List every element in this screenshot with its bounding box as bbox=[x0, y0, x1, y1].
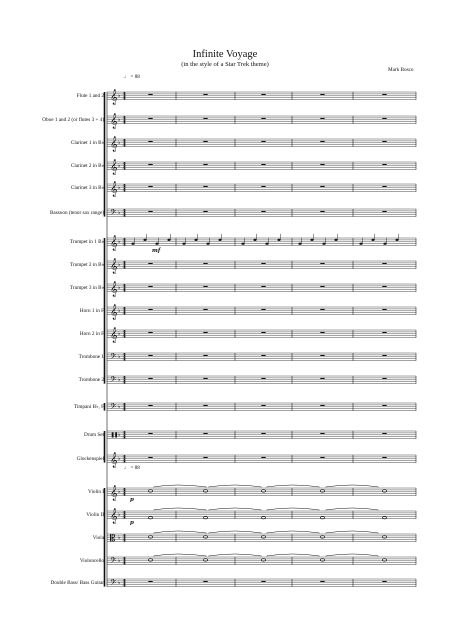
whole-rest bbox=[261, 355, 265, 356]
note-head bbox=[371, 239, 374, 241]
whole-rest bbox=[382, 332, 386, 333]
staff-7 bbox=[107, 261, 416, 269]
staff-0 bbox=[107, 92, 416, 100]
instrument-label: Clarinet 3 in B♭ bbox=[70, 184, 104, 191]
whole-rest bbox=[148, 355, 152, 356]
whole-rest bbox=[320, 211, 324, 212]
whole-rest bbox=[320, 433, 324, 434]
staff-1 bbox=[107, 116, 416, 124]
clef-treble: 𝄞 bbox=[110, 486, 118, 501]
whole-rest bbox=[203, 332, 207, 333]
whole-rest bbox=[382, 581, 386, 582]
time-signature-top: 4 bbox=[122, 454, 126, 460]
key-signature: ♭ bbox=[118, 116, 121, 123]
key-signature: ♭ bbox=[118, 184, 121, 191]
note-head bbox=[322, 243, 325, 245]
instrument-label: Clarinet 1 in B♭ bbox=[70, 139, 104, 146]
time-signature-bottom: 4 bbox=[122, 287, 126, 293]
whole-rest bbox=[320, 186, 324, 187]
tie bbox=[326, 554, 379, 556]
whole-rest bbox=[148, 309, 152, 310]
whole-rest bbox=[320, 581, 324, 582]
instrument-label: Drum Set bbox=[83, 431, 104, 438]
staff-18 bbox=[107, 531, 416, 542]
time-signature-top: 4 bbox=[122, 183, 126, 189]
time-signature-bottom: 4 bbox=[122, 95, 126, 101]
note-head bbox=[253, 239, 256, 241]
score-subtitle: (in the style of a Star Trek theme) bbox=[181, 61, 269, 68]
whole-rest bbox=[382, 433, 386, 434]
time-signature-top: 4 bbox=[122, 306, 126, 312]
tempo-marking: ♩ = 88 bbox=[124, 74, 140, 80]
time-signature-bottom: 4 bbox=[122, 458, 126, 464]
note-head bbox=[334, 239, 337, 241]
time-signature-bottom: 4 bbox=[122, 514, 126, 520]
note-head bbox=[383, 243, 386, 245]
note-head bbox=[182, 243, 185, 245]
note-head bbox=[395, 239, 398, 241]
clef-treble: 𝄞 bbox=[110, 259, 118, 274]
clef-treble: 𝄞 bbox=[110, 305, 118, 320]
tie bbox=[209, 554, 262, 556]
tie bbox=[267, 531, 320, 533]
time-signature-top: 4 bbox=[122, 115, 126, 121]
time-signature-top: 4 bbox=[122, 329, 126, 335]
note-head bbox=[298, 243, 301, 245]
note-head bbox=[155, 243, 158, 245]
whole-rest bbox=[148, 581, 152, 582]
key-signature: ♭ bbox=[118, 455, 121, 462]
key-signature: ♭ bbox=[118, 330, 121, 337]
clef-perc: ▐▐ bbox=[110, 433, 117, 439]
whole-rest bbox=[148, 94, 152, 95]
staff-13 bbox=[107, 402, 416, 414]
whole-rest bbox=[261, 378, 265, 379]
whole-rest bbox=[382, 286, 386, 287]
time-signature-bottom: 4 bbox=[122, 582, 126, 588]
whole-rest bbox=[203, 286, 207, 287]
time-signature-bottom: 4 bbox=[122, 406, 126, 412]
time-signature-bottom: 4 bbox=[122, 333, 126, 339]
time-signature-top: 4 bbox=[122, 375, 126, 381]
whole-rest bbox=[382, 141, 386, 142]
instrument-label: Clarinet 2 in B♭ bbox=[70, 162, 104, 169]
staff-14 bbox=[107, 431, 416, 439]
instrument-label: Horn 1 in F bbox=[79, 307, 104, 314]
whole-rest bbox=[261, 405, 265, 406]
time-signature-top: 4 bbox=[122, 237, 126, 243]
note-head bbox=[206, 243, 209, 245]
tie bbox=[154, 508, 207, 510]
instrument-label: Trumpet in 1 B♭ bbox=[69, 238, 104, 245]
key-signature: ♭ bbox=[118, 579, 121, 586]
time-signature-top: 4 bbox=[122, 402, 126, 408]
clef-bass: 𝄢 bbox=[110, 402, 117, 414]
clef-treble: 𝄞 bbox=[110, 236, 118, 251]
time-signature-bottom: 4 bbox=[122, 560, 126, 566]
whole-rest bbox=[320, 355, 324, 356]
tie bbox=[209, 485, 262, 487]
tie bbox=[267, 554, 320, 556]
staff-9 bbox=[107, 307, 416, 315]
instrument-label: Glockenspiel bbox=[76, 455, 104, 462]
instrument-label: Double Bass/ Bass Guitar bbox=[50, 579, 104, 586]
whole-rest bbox=[261, 263, 265, 264]
time-signature-top: 4 bbox=[122, 283, 126, 289]
time-signature-bottom: 4 bbox=[122, 356, 126, 362]
whole-rest bbox=[261, 433, 265, 434]
whole-rest bbox=[320, 309, 324, 310]
whole-rest bbox=[320, 263, 324, 264]
tie bbox=[209, 531, 262, 533]
whole-rest bbox=[261, 141, 265, 142]
clef-bass: 𝄢 bbox=[110, 352, 117, 364]
whole-rest bbox=[148, 141, 152, 142]
time-signature-top: 4 bbox=[122, 352, 126, 358]
whole-rest bbox=[148, 286, 152, 287]
whole-rest bbox=[382, 378, 386, 379]
key-signature: ♭ bbox=[118, 261, 121, 268]
clef-treble: 𝄞 bbox=[110, 114, 118, 129]
time-signature-bottom: 4 bbox=[122, 241, 126, 247]
composer-credit: Mark Bosco bbox=[388, 67, 414, 73]
time-signature-bottom: 4 bbox=[122, 537, 126, 543]
key-signature: ♭ bbox=[118, 209, 121, 216]
time-signature-top: 4 bbox=[122, 138, 126, 144]
clef-treble: 𝄞 bbox=[110, 90, 118, 105]
note-head bbox=[143, 239, 146, 241]
whole-rest bbox=[148, 433, 152, 434]
staff-6 bbox=[107, 234, 416, 246]
whole-rest bbox=[261, 186, 265, 187]
key-signature: ♭ bbox=[118, 162, 121, 169]
clef-treble: 𝄞 bbox=[110, 282, 118, 297]
whole-rest bbox=[382, 118, 386, 119]
score-title: Infinite Voyage bbox=[192, 49, 258, 60]
whole-rest bbox=[203, 164, 207, 165]
time-signature-bottom: 4 bbox=[122, 212, 126, 218]
whole-rest bbox=[261, 164, 265, 165]
whole-rest bbox=[148, 186, 152, 187]
clef-treble: 𝄞 bbox=[110, 137, 118, 152]
whole-rest bbox=[320, 405, 324, 406]
note-head bbox=[277, 239, 280, 241]
key-signature: ♭ bbox=[118, 557, 121, 564]
whole-rest bbox=[203, 457, 207, 458]
whole-rest bbox=[320, 457, 324, 458]
staff-5 bbox=[107, 208, 416, 220]
time-signature-bottom: 4 bbox=[122, 310, 126, 316]
key-signature: ♭ bbox=[118, 284, 121, 291]
clef-treble: 𝄞 bbox=[110, 328, 118, 343]
instrument-label: Oboe 1 and 2 (or flutes 3 + 4) bbox=[42, 116, 104, 123]
whole-rest bbox=[148, 263, 152, 264]
whole-rest bbox=[261, 118, 265, 119]
key-signature: ♭ bbox=[118, 431, 121, 438]
key-signature: ♭ bbox=[118, 534, 121, 541]
note-head bbox=[359, 243, 362, 245]
whole-rest bbox=[382, 263, 386, 264]
whole-rest bbox=[320, 164, 324, 165]
key-signature: ♭ bbox=[118, 238, 121, 245]
whole-rest bbox=[261, 94, 265, 95]
staff-4 bbox=[107, 184, 416, 192]
whole-rest bbox=[203, 433, 207, 434]
whole-rest bbox=[382, 457, 386, 458]
note-head bbox=[194, 239, 197, 241]
whole-rest bbox=[261, 332, 265, 333]
whole-rest bbox=[320, 141, 324, 142]
whole-rest bbox=[203, 309, 207, 310]
note-head bbox=[131, 243, 134, 245]
time-signature-top: 4 bbox=[122, 260, 126, 266]
whole-rest bbox=[320, 378, 324, 379]
time-signature-bottom: 4 bbox=[122, 264, 126, 270]
clef-treble: 𝄞 bbox=[110, 182, 118, 197]
whole-rest bbox=[320, 332, 324, 333]
tie bbox=[326, 508, 379, 510]
whole-rest bbox=[382, 164, 386, 165]
whole-rest bbox=[203, 211, 207, 212]
staff-3 bbox=[107, 162, 416, 170]
time-signature-bottom: 4 bbox=[122, 187, 126, 193]
note-head bbox=[310, 239, 313, 241]
staff-2 bbox=[107, 139, 416, 147]
whole-rest bbox=[382, 186, 386, 187]
whole-rest bbox=[261, 286, 265, 287]
instrument-label: Horn 2 in F bbox=[79, 330, 104, 337]
whole-rest bbox=[148, 332, 152, 333]
time-signature-top: 4 bbox=[122, 487, 126, 493]
clef-treble: 𝄞 bbox=[110, 509, 118, 524]
staff-11 bbox=[107, 352, 416, 364]
time-signature-bottom: 4 bbox=[122, 142, 126, 148]
whole-rest bbox=[261, 581, 265, 582]
tie bbox=[154, 485, 207, 487]
whole-rest bbox=[382, 94, 386, 95]
instrument-label: Flute 1 and 2 bbox=[76, 92, 104, 99]
key-signature: ♭ bbox=[118, 376, 121, 383]
whole-rest bbox=[203, 263, 207, 264]
instrument-label: Trumpet 2 in B♭ bbox=[69, 261, 104, 268]
instrument-label: Violin I bbox=[88, 488, 104, 495]
time-signature-top: 4 bbox=[122, 533, 126, 539]
instrument-label: Viola bbox=[92, 534, 104, 541]
staff-16 bbox=[107, 485, 416, 496]
tie bbox=[326, 485, 379, 487]
whole-rest bbox=[148, 405, 152, 406]
staff-19 bbox=[107, 554, 416, 568]
clef-treble: 𝄞 bbox=[110, 160, 118, 175]
whole-rest bbox=[203, 405, 207, 406]
whole-rest bbox=[203, 378, 207, 379]
clef-bass: 𝄢 bbox=[110, 375, 117, 387]
staff-15 bbox=[107, 455, 416, 463]
time-signature-top: 4 bbox=[122, 510, 126, 516]
note-head bbox=[241, 243, 244, 245]
note-head bbox=[265, 243, 268, 245]
clef-alto: 𝄡 bbox=[110, 533, 116, 545]
clef-bass: 𝄢 bbox=[110, 556, 117, 568]
staff-10 bbox=[107, 330, 416, 338]
staff-8 bbox=[107, 284, 416, 292]
dynamic-trumpet: mf bbox=[152, 248, 161, 254]
tie bbox=[209, 508, 262, 510]
clef-treble: 𝄞 bbox=[110, 453, 118, 468]
staff-20 bbox=[107, 578, 416, 590]
instrument-label: Trumpet 3 in B♭ bbox=[69, 284, 104, 291]
whole-rest bbox=[382, 309, 386, 310]
whole-rest bbox=[382, 355, 386, 356]
key-signature: ♭ bbox=[118, 511, 121, 518]
tie bbox=[267, 485, 320, 487]
whole-rest bbox=[382, 211, 386, 212]
key-signature: ♭ bbox=[118, 92, 121, 99]
tie bbox=[154, 554, 207, 556]
time-signature-bottom: 4 bbox=[122, 165, 126, 171]
note-head bbox=[218, 239, 221, 241]
whole-rest bbox=[261, 211, 265, 212]
whole-rest bbox=[320, 286, 324, 287]
time-signature-bottom: 4 bbox=[122, 434, 126, 440]
time-signature-top: 4 bbox=[122, 578, 126, 584]
key-signature: ♭ bbox=[118, 403, 121, 410]
time-signature-top: 4 bbox=[122, 91, 126, 97]
key-signature: ♭ bbox=[118, 488, 121, 495]
whole-rest bbox=[320, 94, 324, 95]
key-signature: ♭ bbox=[118, 307, 121, 314]
clef-bass: 𝄢 bbox=[110, 578, 117, 590]
tie bbox=[154, 531, 207, 533]
key-signature: ♭ bbox=[118, 139, 121, 146]
instrument-label: Timpani B♭, F bbox=[73, 403, 104, 410]
time-signature-bottom: 4 bbox=[122, 379, 126, 385]
dynamic-violin-2: p bbox=[130, 520, 134, 526]
instrument-label: Bassoon (tenor sax range) bbox=[49, 209, 104, 216]
whole-rest bbox=[203, 118, 207, 119]
note-head bbox=[167, 239, 170, 241]
whole-rest bbox=[148, 211, 152, 212]
whole-rest bbox=[261, 309, 265, 310]
tie bbox=[326, 531, 379, 533]
clef-bass: 𝄢 bbox=[110, 208, 117, 220]
tie bbox=[267, 508, 320, 510]
time-signature-top: 4 bbox=[122, 556, 126, 562]
whole-rest bbox=[261, 457, 265, 458]
whole-rest bbox=[203, 141, 207, 142]
whole-rest bbox=[382, 405, 386, 406]
key-signature: ♭ bbox=[118, 353, 121, 360]
whole-rest bbox=[203, 581, 207, 582]
whole-rest bbox=[148, 378, 152, 379]
instrument-label: Violin II bbox=[86, 511, 104, 518]
whole-rest bbox=[203, 355, 207, 356]
instrument-label: Trombone 2 bbox=[78, 376, 104, 383]
instrument-label: Trombone 1 bbox=[78, 353, 104, 360]
time-signature-bottom: 4 bbox=[122, 491, 126, 497]
staff-12 bbox=[107, 375, 416, 387]
staff-17 bbox=[107, 508, 416, 519]
time-signature-bottom: 4 bbox=[122, 119, 126, 125]
instrument-label: Violoncello bbox=[79, 557, 104, 564]
whole-rest bbox=[148, 118, 152, 119]
whole-rest bbox=[203, 94, 207, 95]
time-signature-top: 4 bbox=[122, 430, 126, 436]
whole-rest bbox=[148, 457, 152, 458]
whole-rest bbox=[203, 186, 207, 187]
whole-rest bbox=[148, 164, 152, 165]
dynamic-violin-1: p bbox=[130, 497, 134, 503]
tempo-marking-strings: ♩ = 88 bbox=[124, 465, 140, 471]
time-signature-top: 4 bbox=[122, 208, 126, 214]
time-signature-top: 4 bbox=[122, 161, 126, 167]
whole-rest bbox=[320, 118, 324, 119]
